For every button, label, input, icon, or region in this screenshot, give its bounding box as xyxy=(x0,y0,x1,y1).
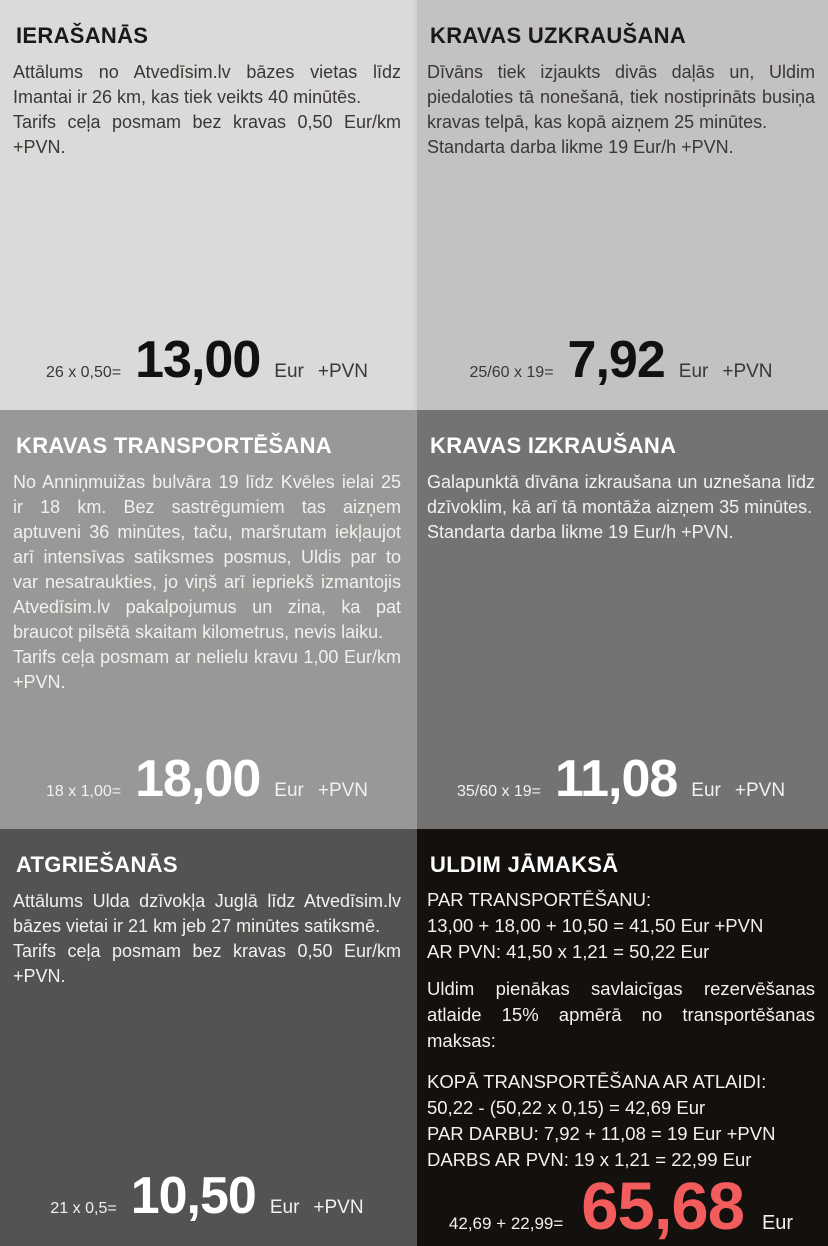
calc-formula: 25/60 x 19= xyxy=(469,364,554,381)
panel-title: ULDIM JĀMAKSĀ xyxy=(430,852,619,877)
panel-title: IERAŠANĀS xyxy=(16,23,149,48)
calc-row xyxy=(427,750,815,815)
calc-currency: Eur xyxy=(691,780,721,801)
summary-total-lines xyxy=(427,1069,815,1173)
paragraph: Attālums Ulda dzīvokļa Juglā līdz Atvedīsim.lv bāzes vietai ir 21 km jeb 27 minūtes satiksmē. xyxy=(13,890,401,936)
calc-currency: Eur xyxy=(269,1197,300,1218)
panel-atgriesanas xyxy=(0,829,414,1246)
paragraph: AR PVN: 41,50 x 1,21 = 50,22 Eur xyxy=(427,940,710,962)
summary-discount-note xyxy=(427,976,815,1054)
calc-currency: Eur xyxy=(274,780,304,801)
panel-body xyxy=(427,470,815,545)
panel-body xyxy=(427,60,815,160)
calc-result: 10,50 xyxy=(130,1167,256,1225)
calc-currency: Eur xyxy=(678,361,709,382)
calc-result: 18,00 xyxy=(135,750,261,808)
paragraph: Tarifs ceļa posmam bez kravas 0,50 Eur/km +PVN. xyxy=(13,111,401,157)
calc-result: 11,08 xyxy=(555,750,678,808)
paragraph: 50,22 - (50,22 x 0,15) = 42,69 Eur xyxy=(427,1096,706,1118)
paragraph: 13,00 + 18,00 + 10,50 = 41,50 Eur +PVN xyxy=(427,914,764,936)
calc-vat: +PVN xyxy=(722,361,773,382)
calc-vat: +PVN xyxy=(317,361,369,382)
calc-row xyxy=(13,1167,401,1232)
paragraph: Standarta darba likme 19 Eur/h +PVN. xyxy=(427,521,734,542)
panel-body xyxy=(13,889,401,989)
paragraph: DARBS AR PVN: 19 x 1,21 = 22,99 Eur xyxy=(427,1148,752,1170)
paragraph: Attālums no Atvedīsim.lv bāzes vietas līdz Imantai ir 26 km, kas tiek veikts 40 minūtēs. xyxy=(13,61,401,107)
paragraph: Tarifs ceļa posmam ar nelielu kravu 1,00 Eur/km +PVN. xyxy=(13,646,401,692)
panel-body xyxy=(13,60,401,160)
panel-title: ATGRIEŠANĀS xyxy=(16,852,178,877)
panel-kravas-izkrausana xyxy=(414,410,828,829)
summary-transport-lines xyxy=(427,887,815,965)
paragraph: No Anniņmuižas bulvāra 19 līdz Kvēles ielai 25 ir 18 km. Bez sastrēgumiem tas aizņem aptuveni 36 minūtes, taču, maršrutam iekļaujot arī intensīvas satiksmes posmus, Uldis par to var nesatraukties, jo viņš arī iepriekš izmantojis Atvedīsim.lv pakalpojumus un zina, ka pat braucot pilsētā skaitam kilometrus, nevis laiku. xyxy=(13,471,401,642)
panel-title: KRAVAS IZKRAUŠANA xyxy=(430,433,677,458)
paragraph: Galapunktā dīvāna izkraušana un uznešana līdz dzīvoklim, kā arī tā montāža aizņem 35 minūtes. xyxy=(427,471,815,517)
calc-vat: +PVN xyxy=(313,1197,364,1218)
panel-ierasanas xyxy=(0,0,414,410)
calc-row xyxy=(13,331,401,396)
paragraph: KOPĀ TRANSPORTĒŠANA AR ATLAIDI: xyxy=(427,1070,767,1092)
calc-result-total: 65,68 xyxy=(581,1168,744,1244)
calc-result: 7,92 xyxy=(567,331,665,389)
calc-currency: Eur xyxy=(761,1211,794,1234)
panel-kravas-transportesana xyxy=(0,410,414,829)
paragraph: Standarta darba likme 19 Eur/h +PVN. xyxy=(427,136,734,157)
calc-row xyxy=(13,750,401,815)
paragraph: PAR TRANSPORTĒŠANU: xyxy=(427,888,652,910)
calc-formula: 26 x 0,50= xyxy=(45,364,122,381)
paragraph: Tarifs ceļa posmam bez kravas 0,50 Eur/km +PVN. xyxy=(13,940,401,986)
paragraph: Dīvāns tiek izjaukts divās daļās un, Uldim piedaloties tā nonešanā, tiek nostiprināts busiņa kravas telpā, kas kopā aizņem 25 minūtes. xyxy=(427,61,815,132)
paragraph: PAR DARBU: 7,92 + 11,08 = 19 Eur +PVN xyxy=(427,1122,776,1144)
paragraph: Uldim pienākas savlaicīgas rezervēšanas atlaide 15% apmērā no transportēšanas maksas: xyxy=(427,977,815,1051)
calc-formula: 21 x 0,5= xyxy=(50,1200,117,1217)
calc-result: 13,00 xyxy=(135,331,261,389)
calc-vat: +PVN xyxy=(317,780,369,801)
calc-row xyxy=(427,331,815,396)
calc-formula: 42,69 + 22,99= xyxy=(448,1213,564,1233)
calc-vat: +PVN xyxy=(734,780,786,801)
calc-formula: 35/60 x 19= xyxy=(456,783,542,800)
calc-formula: 18 x 1,00= xyxy=(45,783,122,800)
panel-title: KRAVAS UZKRAUŠANA xyxy=(430,23,687,48)
panel-title: KRAVAS TRANSPORTĒŠANA xyxy=(16,433,332,458)
panel-uldim-jamaksa xyxy=(414,829,828,1246)
panel-kravas-uzkrausana xyxy=(414,0,828,410)
calc-row-total xyxy=(427,1168,815,1246)
calc-currency: Eur xyxy=(274,361,304,382)
panel-body xyxy=(13,470,401,695)
